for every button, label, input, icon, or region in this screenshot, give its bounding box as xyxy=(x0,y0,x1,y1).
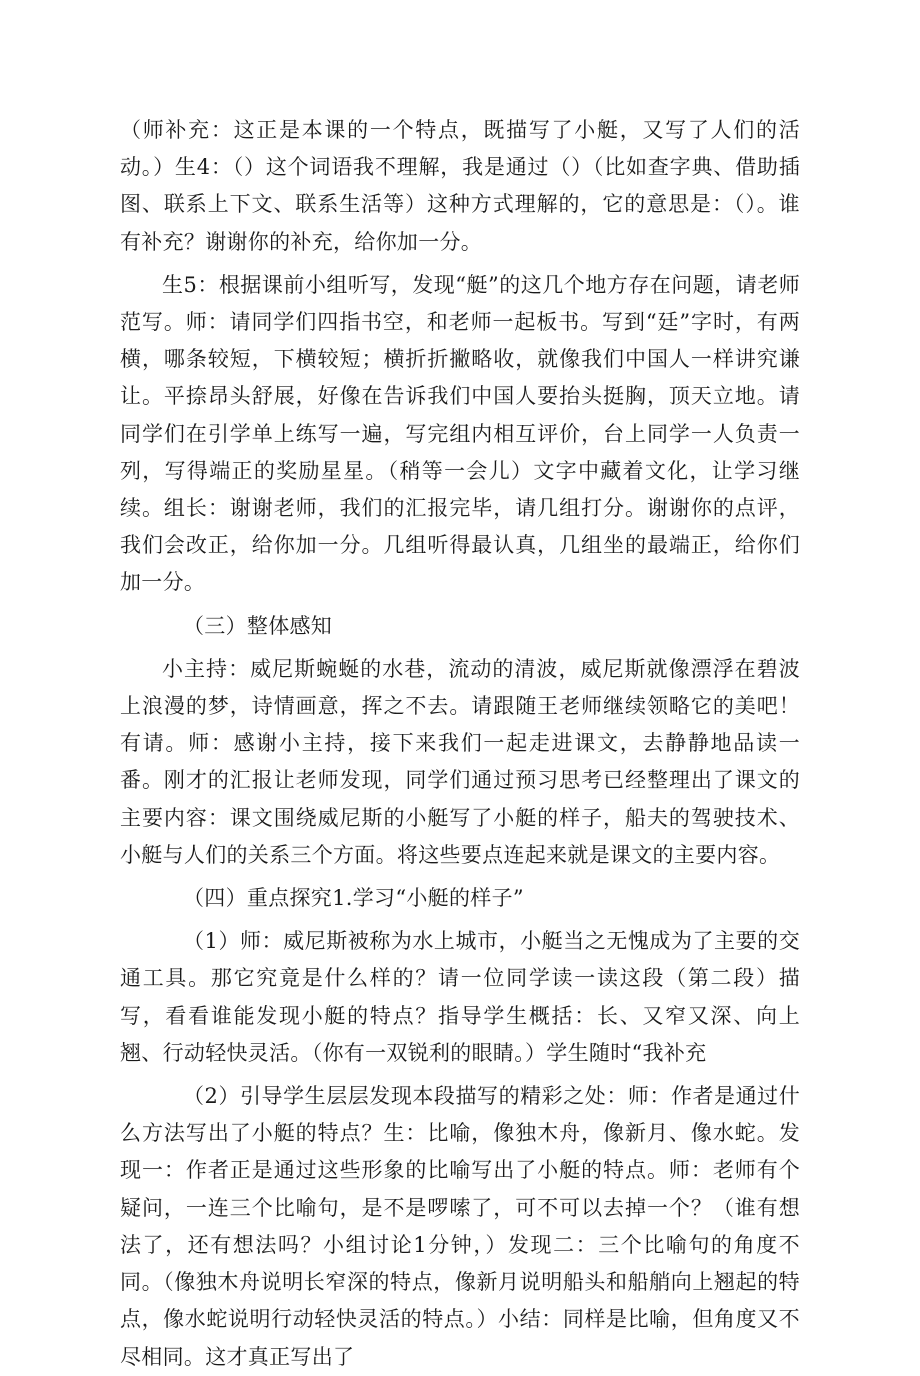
paragraph-step1: （1）师：威尼斯被称为水上城市，小艇当之无愧成为了主要的交通工具。那它究竟是什么样的？请一位同学读一读这段（第二段）描写，看看谁能发现小艇的特点？指导学生概括：长、又窄又深、向上翘、行动轻快灵活。（你有一双锐利的眼睛。）学生随时“我补充 xyxy=(120,929,800,1065)
paragraph-teacher-supplement: （师补充：这正是本课的一个特点，既描写了小艇，又写了人们的活动。）生4：（）这个词语我不理解，我是通过（）（比如查字典、借助插图、联系上下文、联系生活等）这种方式理解的，它的意思是：（）。谁有补充？谢谢你的补充，给你加一分。 xyxy=(120,118,800,254)
section-heading-overall: （三）整体感知 xyxy=(183,613,333,638)
section-heading-focus: （四）重点探究1.学习“小艇的样子” xyxy=(183,886,524,911)
document-page xyxy=(120,112,800,1376)
paragraph-step2: （2）引导学生层层发现本段描写的精彩之处：师：作者是通过什么方法写出了小艇的特点？生：比喻，像独木舟，像新月、像水蛇。发现一：作者正是通过这些形象的比喻写出了小艇的特点。师：老师有个疑问，一连三个比喻句，是不是啰嗦了，可不可以去掉一个？（谁有想法了，还有想法吗？小组讨论1分钟，）发现二：三个比喻句的角度不同。（像独木舟说明长窄深的特点，像新月说明船头和船艄向上翘起的特点，像水蛇说明行动轻快灵活的特点。）小结：同样是比喻，但角度又不尽相同。这才真正写出了 xyxy=(120,1084,800,1369)
paragraph-student5: 生5：根据课前小组听写，发现“艇”的这几个地方存在问题，请老师范写。师：请同学们四指书空，和老师一起板书。写到“廷”字时，有两横，哪条较短，下横较短；横折折撇略收，就像我们中国人一样讲究谦让。平捺昂头舒展，好像在告诉我们中国人要抬头挺胸，顶天立地。请同学们在引学单上练写一遍，写完组内相互评价，台上同学一人负责一列，写得端正的奖励星星。（稍等一会儿）文字中藏着文化，让学习继续。组长：谢谢老师，我们的汇报完毕，请几组打分。谢谢你的点评，我们会改正，给你加一分。几组听得最认真，几组坐的最端正，给你们加一分。 xyxy=(120,272,800,595)
paragraph-host: 小主持：威尼斯蜿蜒的水巷，流动的清波，威尼斯就像漂浮在碧波上浪漫的梦，诗情画意，挥之不去。请跟随王老师继续领略它的美吧！有请。师：感谢小主持，接下来我们一起走进课文，去静静地品读一番。刚才的汇报让老师发现，同学们通过预习思考已经整理出了课文的主要内容：课文围绕威尼斯的小艇写了小艇的样子，船夫的驾驶技术、小艇与人们的关系三个方面。将这些要点连起来就是课文的主要内容。 xyxy=(120,656,800,867)
